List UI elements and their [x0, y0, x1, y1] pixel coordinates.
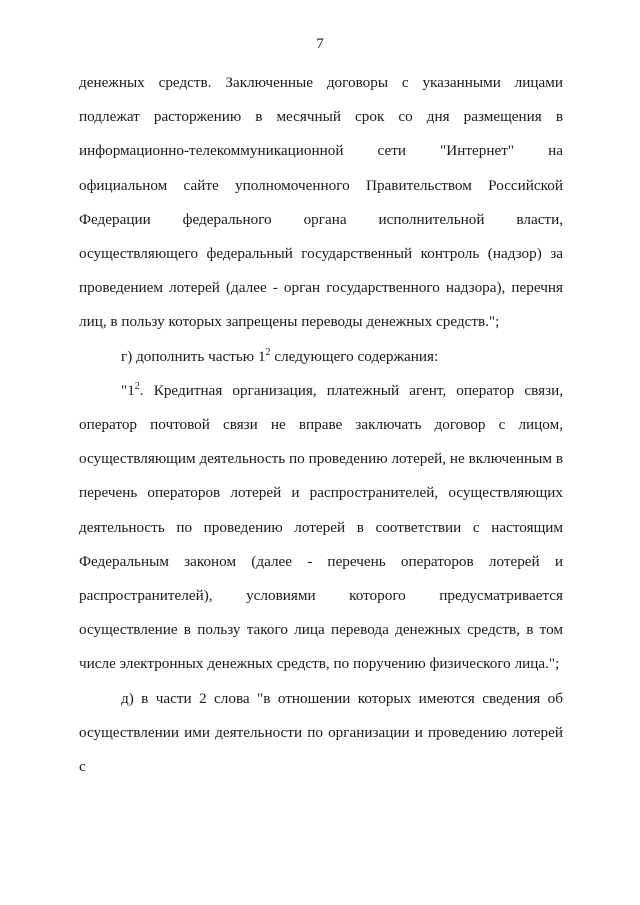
paragraph-text: денежных средств. Заключенные договоры с указанными лицами подлежат расторжению в месячный срок со дня размещения в информационно-телекоммуникационной сети "Интернет" на официальном сайте уполномоченного Правительством Российской Федерации федерального органа исполнительной власти, осуществляющего федеральный государственный контроль (надзор) за проведением лотерей (далее - орган государственного надзора), перечня лиц, в пользу которых запрещены переводы денежных средств."; — [79, 74, 563, 331]
paragraph-text-before: г) дополнить частью 1 — [121, 347, 266, 365]
page-number: 7 — [316, 36, 324, 52]
paragraph-text-after: следующего содержания: — [270, 347, 439, 365]
paragraph-item-g — [79, 340, 563, 374]
paragraph-text-after: . Кредитная организация, платежный агент, оператор связи, оператор почтовой связи не вправе заключать договор с лицом, осуществляющим деятельность по проведению лотерей, не включенным в перечень операторов лотерей и распространителей, осуществляющих деятельность по проведению лотерей в соответствии с настоящим Федеральным законом (далее - перечень операторов лотерей и распространителей), условиями которого предусматривается осуществление в пользу такого лица перевода денежных средств, в том числе электронных денежных средств, по поручению физического лица."; — [79, 381, 563, 673]
paragraph-quoted-part — [79, 374, 563, 682]
document-body — [79, 66, 563, 784]
paragraph-continuation — [79, 66, 563, 340]
superscript: 2 — [134, 380, 140, 392]
paragraph-text-before: "1 — [121, 381, 135, 399]
paragraph-item-d — [79, 682, 563, 785]
superscript: 2 — [265, 346, 271, 358]
paragraph-text: д) в части 2 слова "в отношении которых имеются сведения об осуществлении ими деятельности по организации и проведению лотерей с — [79, 689, 563, 776]
